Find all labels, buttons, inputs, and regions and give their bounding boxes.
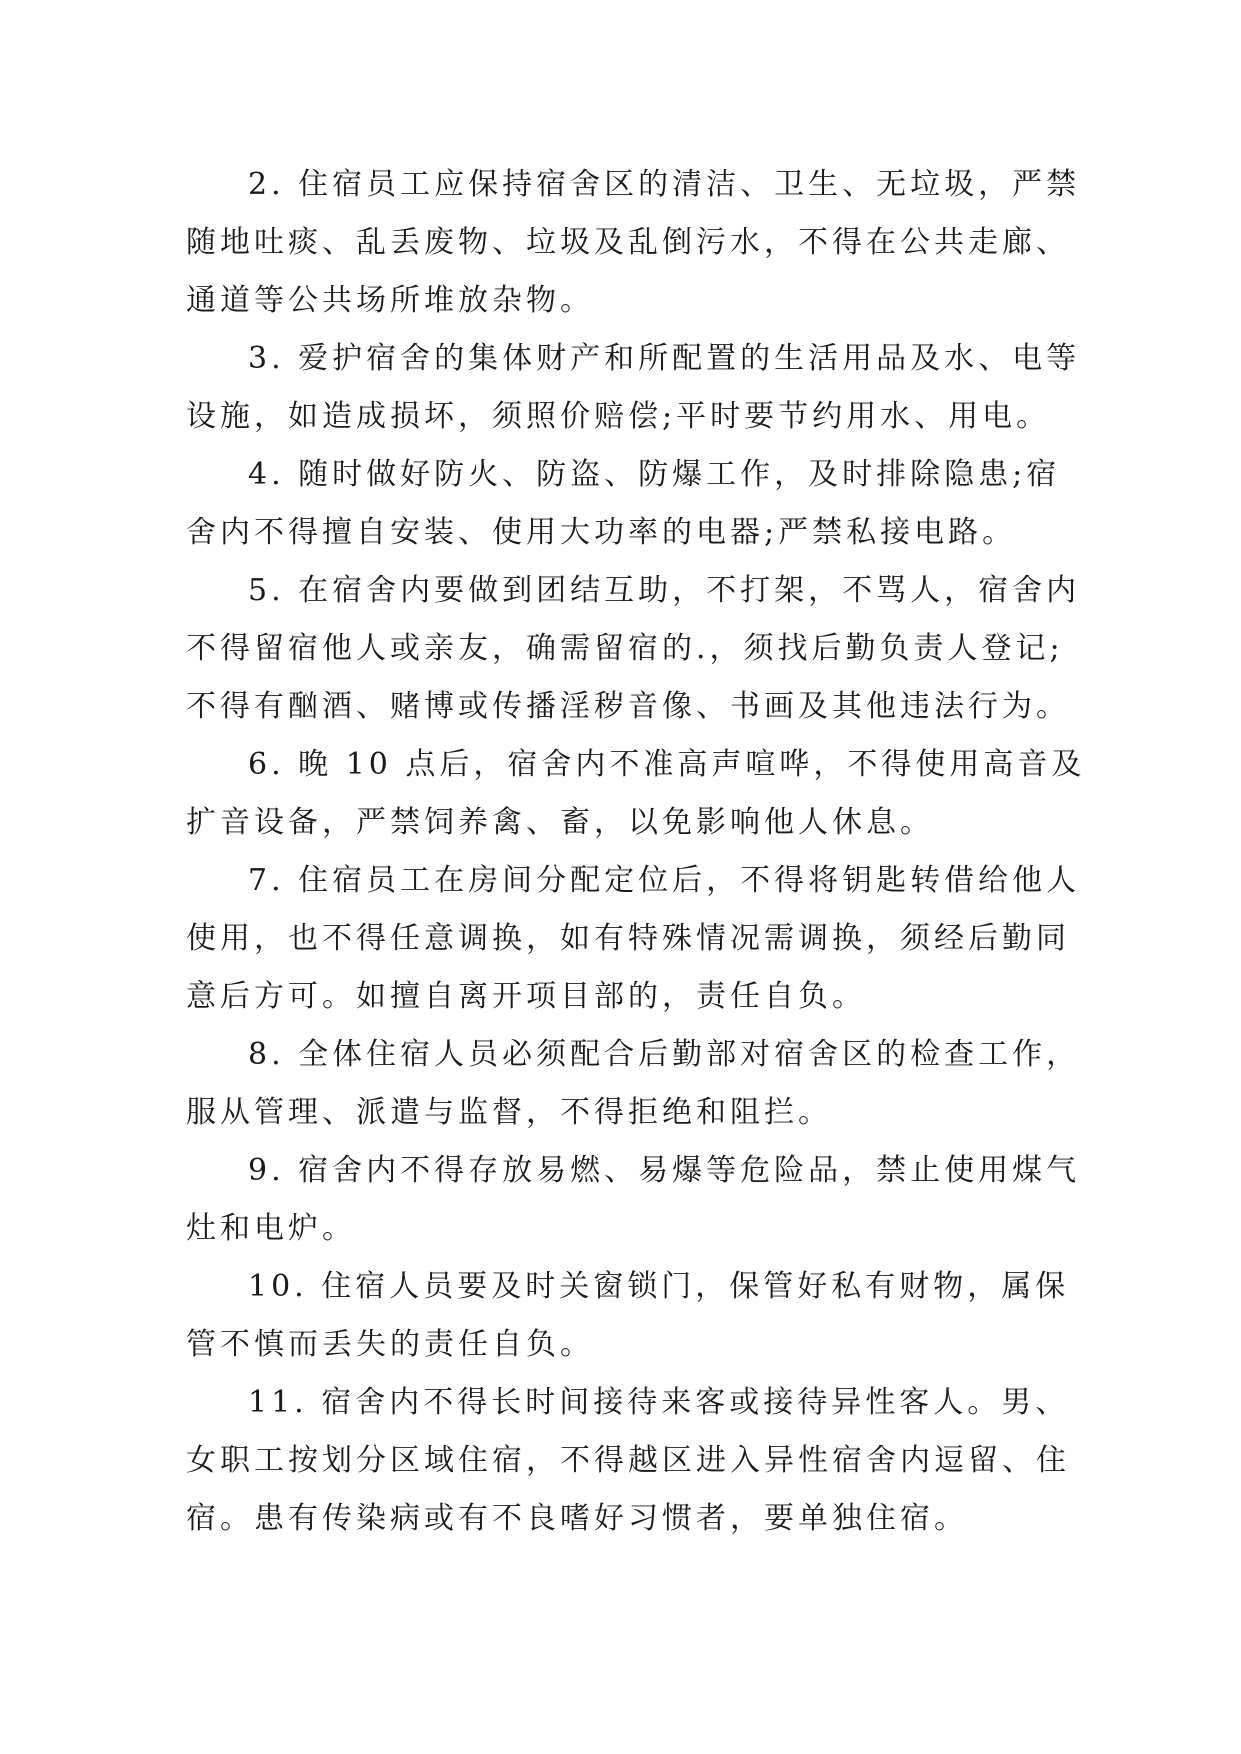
paragraph-line: 灶和电炉。	[186, 1211, 356, 1246]
paragraph-line: 管不慎而丢失的责任自负。	[186, 1327, 594, 1362]
paragraph-line: 意后方可。如擅自离开项目部的，责任自负。	[186, 979, 866, 1014]
paragraph-line: 6. 晚 10 点后，宿舍内不准高声喧哗，不得使用高音及	[248, 747, 1086, 782]
paragraph-rule-7	[186, 852, 1081, 1026]
document-body	[186, 156, 1086, 1548]
paragraph-line: 8. 全体住宿人员必须配合后勤部对宿舍区的检查工作，	[248, 1037, 1081, 1072]
paragraph-rule-6	[186, 736, 1086, 852]
paragraph-line: 随地吐痰、乱丢废物、垃圾及乱倒污水，不得在公共走廊、	[186, 225, 1070, 260]
paragraph-line: 不得留宿他人或亲友，确需留宿的.，须找后勤负责人登记;	[186, 631, 1064, 666]
paragraph-rule-8	[186, 1026, 1081, 1142]
paragraph-rule-11	[186, 1374, 1076, 1548]
paragraph-line: 3. 爱护宿舍的集体财产和所配置的生活用品及水、电等	[248, 341, 1081, 376]
paragraph-line: 服从管理、派遣与监督，不得拒绝和阻拦。	[186, 1095, 832, 1130]
paragraph-line: 舍内不得擅自安装、使用大功率的电器;严禁私接电路。	[186, 515, 1017, 550]
paragraph-line: 11. 宿舍内不得长时间接待来客或接待异性客人。男、	[248, 1385, 1070, 1420]
paragraph-line: 扩音设备，严禁饲养禽、畜，以免影响他人休息。	[186, 805, 934, 840]
paragraph-line: 9. 宿舍内不得存放易燃、易爆等危险品，禁止使用煤气	[248, 1153, 1081, 1188]
paragraph-rule-9	[186, 1142, 1081, 1258]
paragraph-rule-2	[186, 156, 1081, 330]
paragraph-line: 7. 住宿员工在房间分配定位后，不得将钥匙转借给他人	[248, 863, 1081, 898]
paragraph-line: 女职工按划分区域住宿，不得越区进入异性宿舍内逗留、住	[186, 1443, 1070, 1478]
paragraph-rule-5	[186, 562, 1081, 736]
paragraph-line: 设施，如造成损坏，须照价赔偿;平时要节约用水、用电。	[186, 399, 1051, 434]
paragraph-rule-3	[186, 330, 1081, 446]
paragraph-line: 使用，也不得任意调换，如有特殊情况需调换，须经后勤同	[186, 921, 1070, 956]
paragraph-line: 不得有酗酒、赌博或传播淫秽音像、书画及其他违法行为。	[186, 689, 1070, 724]
paragraph-line: 通道等公共场所堆放杂物。	[186, 283, 594, 318]
paragraph-rule-4	[186, 446, 1076, 562]
paragraph-line: 5. 在宿舍内要做到团结互助，不打架，不骂人，宿舍内	[248, 573, 1081, 608]
paragraph-line: 10. 住宿人员要及时关窗锁门，保管好私有财物，属保	[248, 1269, 1070, 1304]
paragraph-line: 宿。患有传染病或有不良嗜好习惯者，要单独住宿。	[186, 1501, 968, 1536]
paragraph-rule-10	[186, 1258, 1076, 1374]
paragraph-line: 4. 随时做好防火、防盗、防爆工作，及时排除隐患;宿	[248, 457, 1061, 492]
paragraph-line: 2. 住宿员工应保持宿舍区的清洁、卫生、无垃圾，严禁	[248, 167, 1081, 202]
